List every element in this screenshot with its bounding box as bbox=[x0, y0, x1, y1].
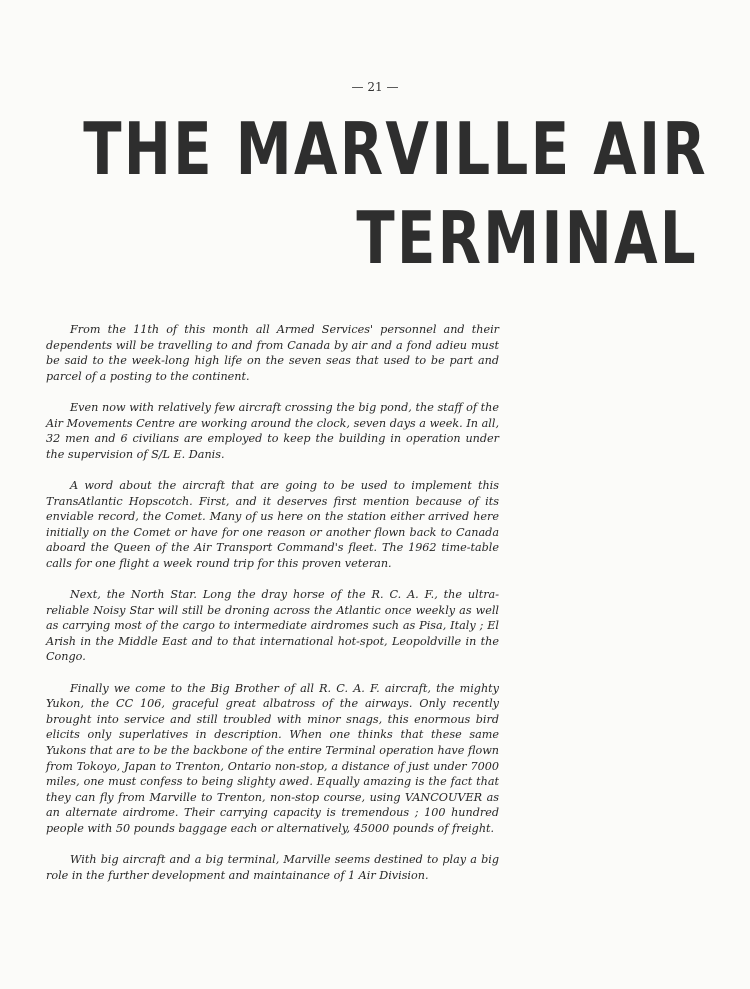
article-title-line-2: TERMINAL bbox=[356, 196, 698, 280]
article-body bbox=[46, 322, 499, 899]
paragraph-6: With big aircraft and a big terminal, Marville seems destined to play a big role in the further development and maintainance of 1 Air Division. bbox=[46, 853, 499, 882]
article-title-line-1: THE MARVILLE AIR bbox=[83, 107, 708, 191]
paragraph-3: A word about the aircraft that are going to be used to implement this TransAtlantic Hopscotch. First, and it deserves first mention because of its enviable record, the Comet. Many of us here on the station either arrived here initially on the Comet or have for one reason or another flown back to Canada aboard the Queen of the Air Transport Command's fleet. The 1962 time-table calls for one flight a week round trip for this proven veteran. bbox=[46, 478, 499, 570]
paragraph-4: Next, the North Star. Long the dray horse of the R. C. A. F., the ultra-reliable Noisy Star will still be droning across the Atlantic once weekly as well as carrying most of the cargo to intermediate airdromes such as Pisa, Italy ; El Arish in the Middle East and to that international hot-spot, Leopoldville in the Congo. bbox=[46, 588, 499, 664]
paragraph-5: Finally we come to the Big Brother of all R. C. A. F. aircraft, the mighty Yukon, the CC 106, graceful great albatross of the airways. Only recently brought into service and still troubled with minor snags, this enormous bird elicits only superlatives in description. When one thinks that these same Yukons that are to be the backbone of the entire Terminal operation have flown from Tokoyo, Japan to Trenton, Ontario non-stop, a distance of just under 7000 miles, one must confess to being slighty awed. Equally amazing is the fact that they can fly from Marville to Trenton, non-stop course, using VANCOUVER as an alternate airdrome. Their carrying capacity is tremendous ; 100 hundred people with 50 pounds baggage each or alternatively, 45000 pounds of freight. bbox=[46, 681, 499, 835]
paragraph-1: From the 11th of this month all Armed Services' personnel and their dependents will be travelling to and from Canada by air and a fond adieu must be said to the week-long high life on the seven seas that used to be part and parcel of a posting to the continent. bbox=[46, 323, 499, 383]
page-number: — 21 — bbox=[351, 80, 399, 94]
paragraph-2: Even now with relatively few aircraft crossing the big pond, the staff of the Air Movements Centre are working around the clock, seven days a week. In all, 32 men and 6 civilians are employed to keep the building in operation under the supervision of S/L E. Danis. bbox=[46, 400, 499, 461]
